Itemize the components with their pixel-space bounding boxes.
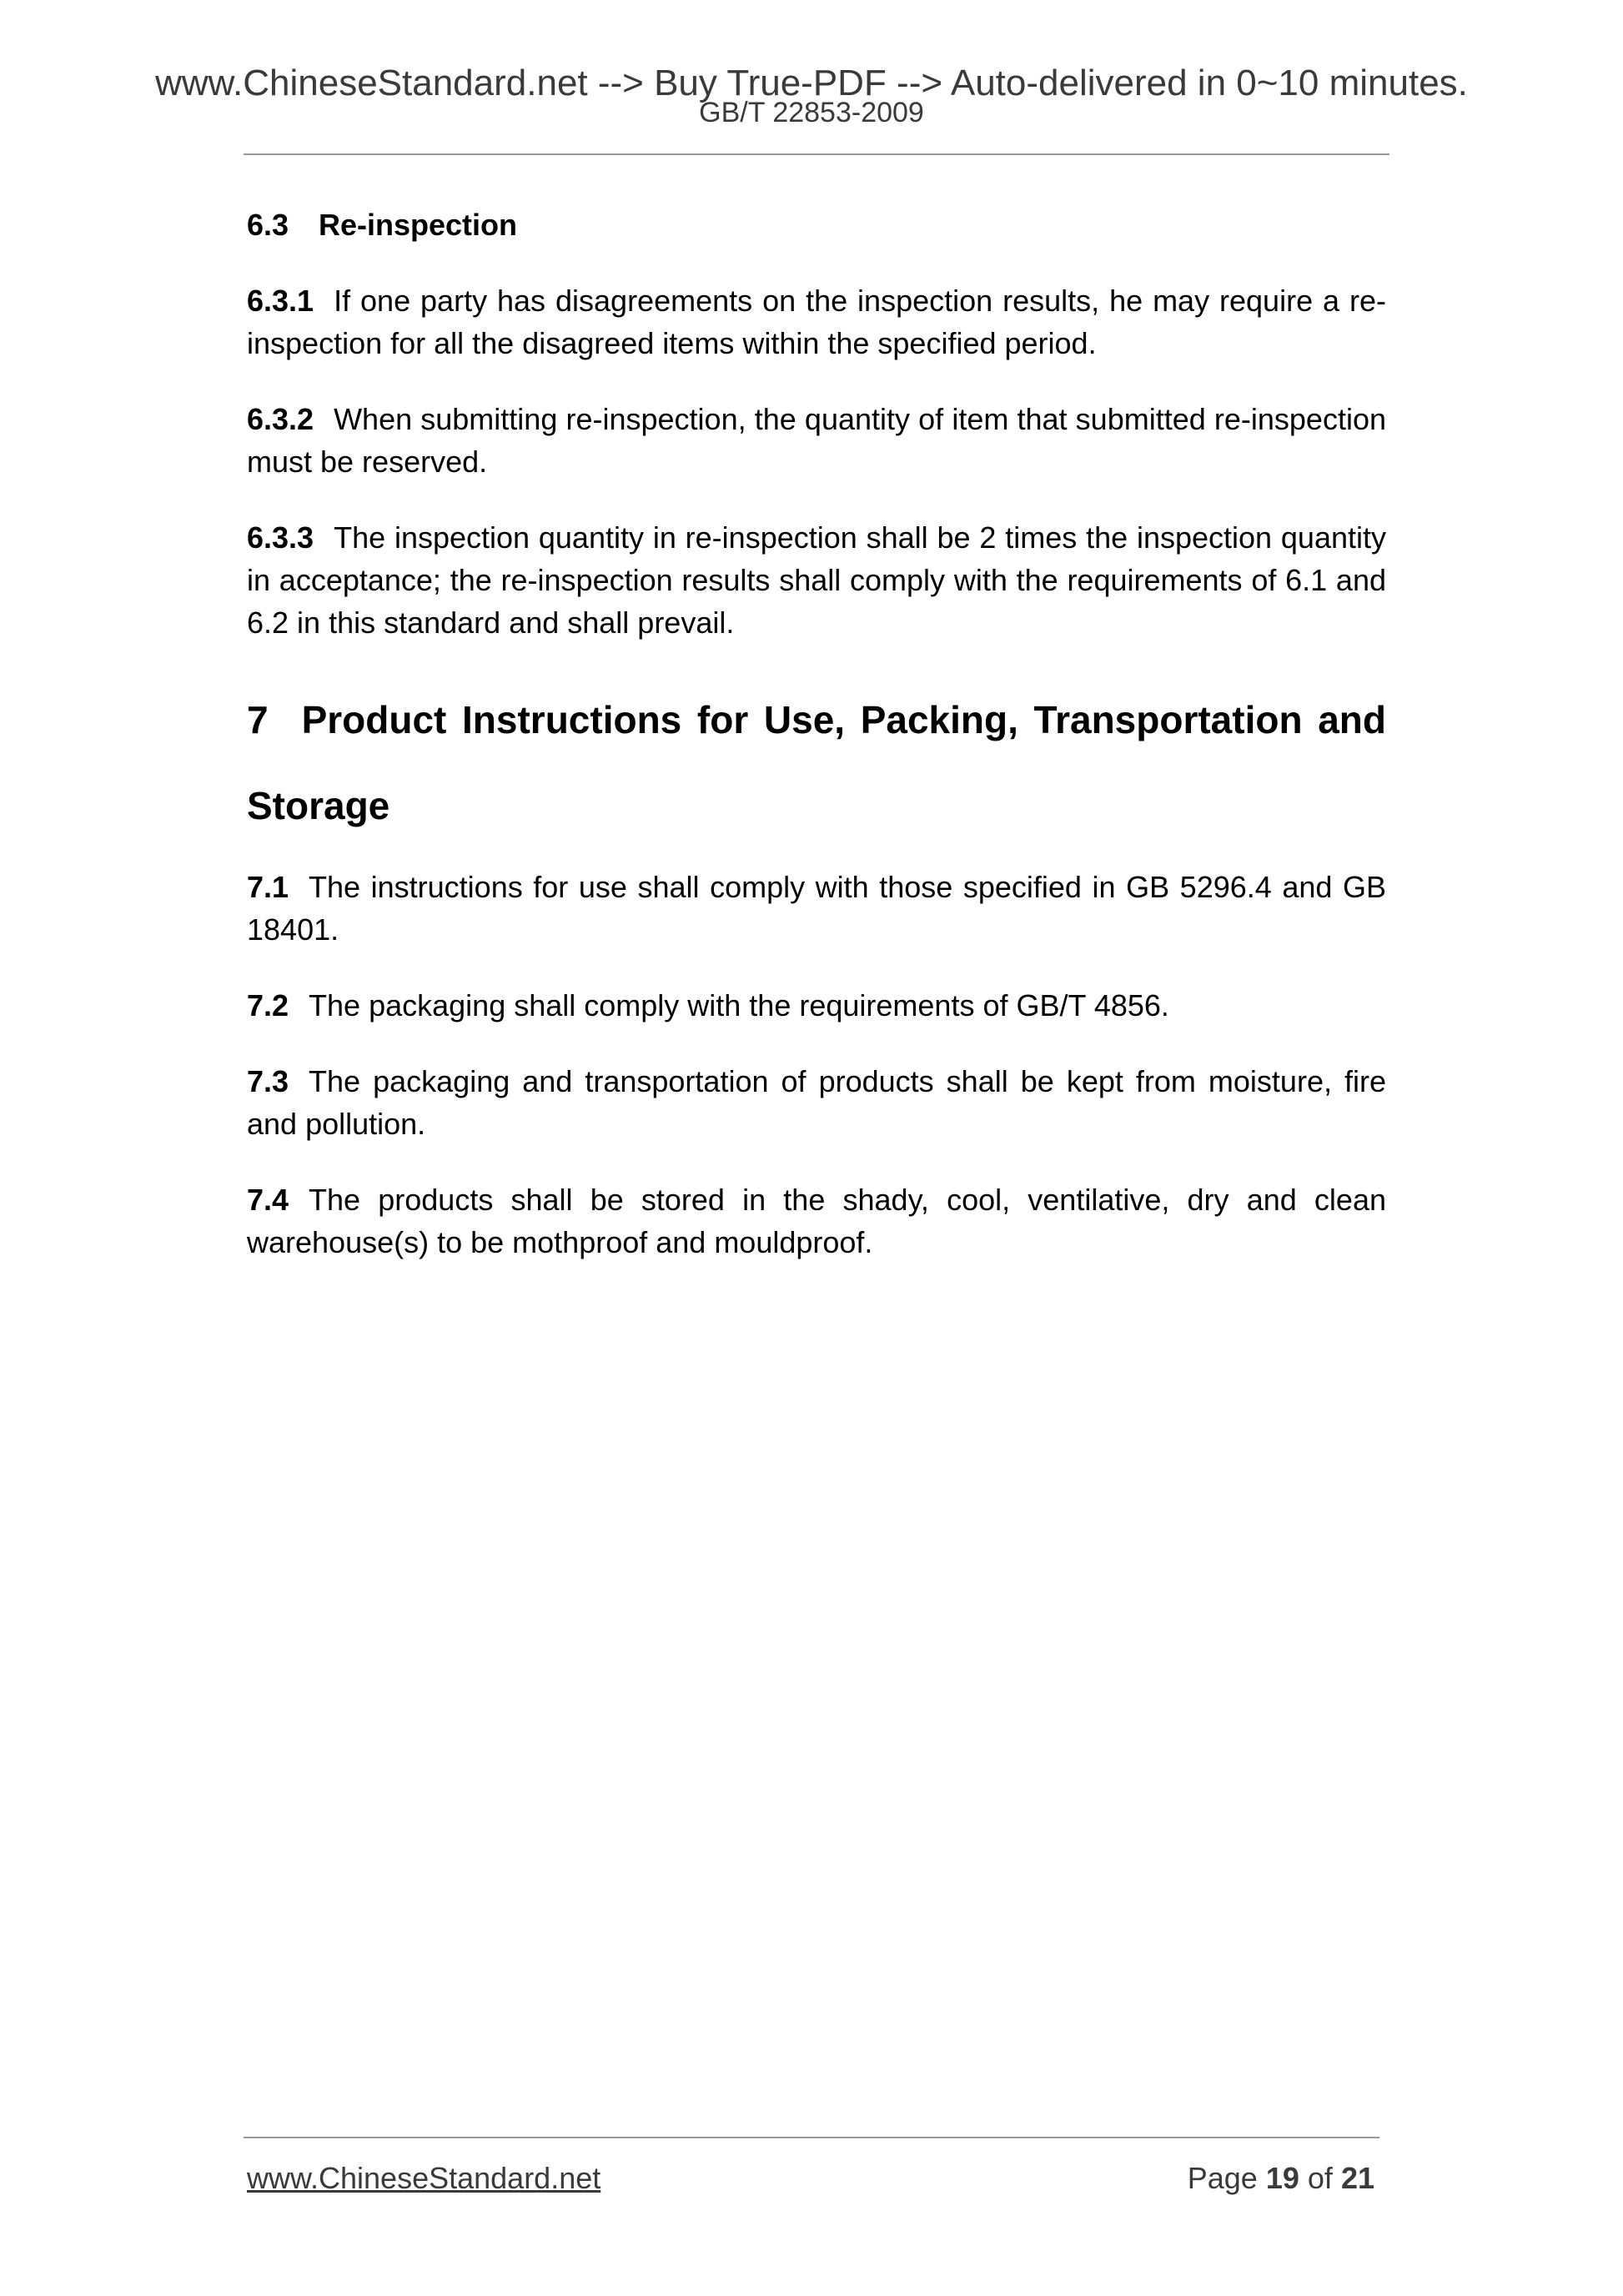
clause-7-2 [247,984,1386,1027]
clause-number: 7.3 [247,1064,289,1098]
clause-number: 7.2 [247,988,289,1022]
header-watermark: www.ChineseStandard.net --> Buy True-PDF --> Auto-delivered in 0~10 minutes. [155,63,1468,103]
clause-7-4 [247,1178,1386,1264]
footer-website-link[interactable]: www.ChineseStandard.net [247,2161,601,2195]
clause-7-1 [247,866,1386,951]
section-number: 6.3 [247,208,289,242]
clause-number: 6.3.1 [247,284,314,318]
page-prefix: Page [1187,2161,1258,2195]
clause-text: The products shall be stored in the shady, cool, ventilative, dry and clean warehouse(s) to be mothproof and mouldproof. [247,1183,1386,1259]
page-of: of [1307,2161,1333,2195]
clause-number: 6.3.3 [247,520,314,555]
footer-divider [244,2137,1379,2138]
clause-text: The instructions for use shall comply with those specified in GB 5296.4 and GB 18401. [247,870,1386,947]
clause-text: The packaging and transportation of products shall be kept from moisture, fire and pollution. [247,1064,1386,1141]
clause-text: The inspection quantity in re-inspection shall be 2 times the inspection quantity in acceptance; the re-inspection results shall comply with the requirements of 6.1 and 6.2 in this standard and shall prevail. [247,520,1386,640]
document-body [247,204,1386,1297]
page-current: 19 [1265,2161,1299,2195]
header-standard-code: GB/T 22853-2009 [699,97,924,128]
clause-text: The packaging shall comply with the requirements of GB/T 4856. [309,988,1169,1022]
clause-6-3-1 [247,279,1386,364]
chapter-number: 7 [247,698,269,741]
chapter-heading-7 [247,677,1386,849]
clause-6-3-2 [247,398,1386,483]
header-divider [244,153,1389,155]
section-heading-6-3 [247,204,1386,246]
chapter-title: Product Instructions for Use, Packing, Transportation and Storage [247,698,1386,827]
clause-number: 6.3.2 [247,402,314,436]
clause-text: When submitting re-inspection, the quantity of item that submitted re-inspection must be reserved. [247,402,1386,479]
page-indicator [1188,2160,1374,2197]
clause-number: 7.1 [247,870,289,904]
section-title: Re-inspection [319,208,518,242]
clause-number: 7.4 [247,1183,289,1217]
clause-6-3-3 [247,516,1386,644]
page-total: 21 [1340,2161,1374,2195]
clause-7-3 [247,1060,1386,1145]
clause-text: If one party has disagreements on the inspection results, he may require a re-inspection for all the disagreed items within the specified period. [247,284,1386,360]
